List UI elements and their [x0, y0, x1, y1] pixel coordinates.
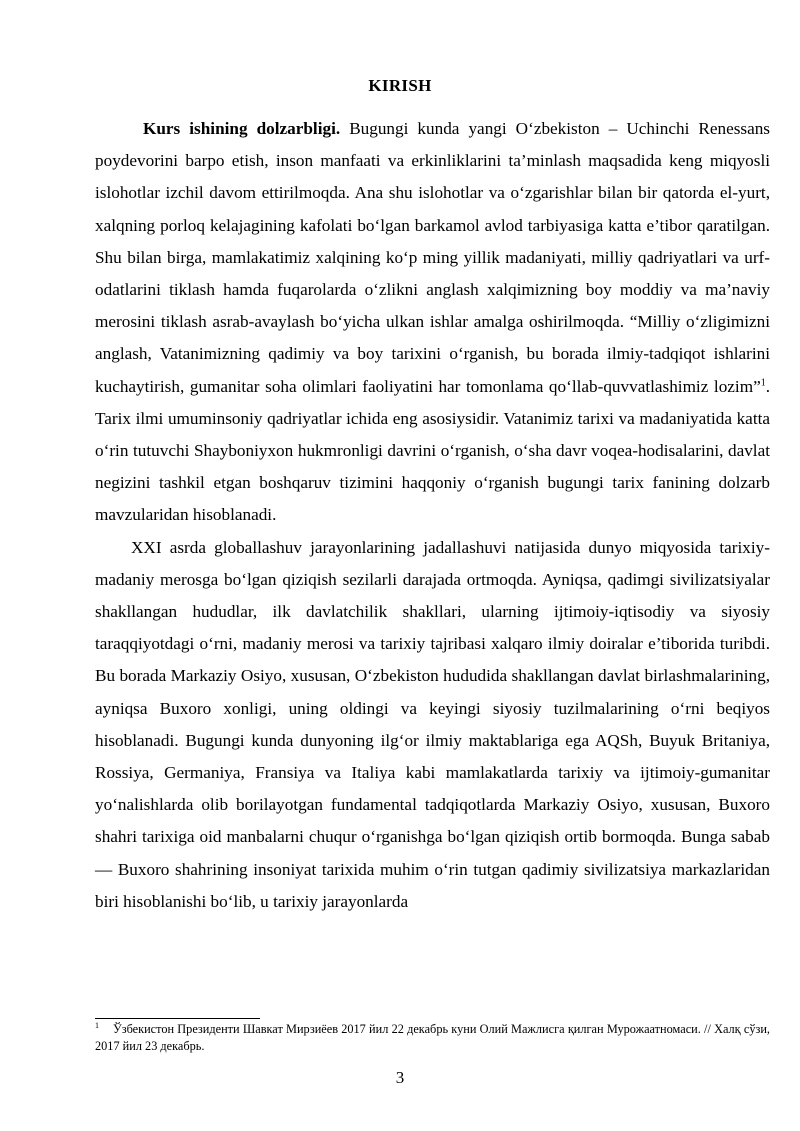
lead-phrase: Kurs ishining dolzarbligi. [143, 119, 341, 138]
paragraph-2: XXI asrda globallashuv jarayonlarining jadallashuvi natijasida dunyo miqyosida tarixiy-madaniy merosga bo‘lgan qiziqish sezilarli darajada ortmoqda. Ayniqsa, qadimgi sivilizatsiyalar shakllangan hududlar, ilk davlatchilik shakllari, ularning ijtimoiy-iqtisodiy va siyosiy taraqqiyotdagi o‘rni, madaniy merosi va tarixiy tajribasi xalqaro ilmiy doiralar e’tiborida turibdi. Bu borada Markaziy Osiyo, xususan, O‘zbekiston hududida shakllangan davlat birlashmalarining, ayniqsa Buxoro xonligi, uning oldingi va keyingi siyosiy tuzilmalarining o‘rni beqiyos hisoblanadi. Bugungi kunda dunyoning ilg‘or ilmiy maktablariga ega AQSh, Buyuk Britaniya, Rossiya, Germaniya, Fransiya va Italiya kabi mamlakatlarda tarixiy va ijtimoiy-gumanitar yo‘nalishlarda olib borilayotgan fundamental tadqiqotlarda Markaziy Osiyo, xususan, Buxoro shahri tarixiga oid manbalarni chuqur o‘rganishga bo‘lgan qiziqish ortib bormoqda. Bunga sabab — Buxoro shahrining insoniyat tarixida muhim o‘rin tutgan qadimiy sivilizatsiya markazlaridan biri hisoblanishi bo‘lib, u tarixiy jarayonlarda [95, 537, 770, 911]
footnote-reference[interactable]: 1 [760, 376, 766, 388]
body-text [95, 113, 770, 918]
paragraph-1 [95, 113, 770, 532]
paragraph-1-text-b: . Tarix ilmi umuminsoniy qadriyatlar ichida eng asosiysidir. Vatanimiz tarixi va madaniyatida katta o‘rin tutuvchi Shayboniyxon hukmronligi davrini o‘rganish, o‘sha davr voqea-hodisalarini, davlat negizini tashkil etgan boshqaruv tizimini haqqoniy o‘rganish bugungi tarix fanining dolzarb mavzularidan hisoblanadi. [95, 376, 770, 525]
section-title: KIRISH [368, 76, 432, 95]
footnote-mark: 1 [95, 1020, 99, 1030]
footnote-text: Ўзбекистон Президенти Шавкат Мирзиёев 2017 йил 22 декабрь куни Олий Мажлисга қилган Мурожаатномаси. // Халқ сўзи, 2017 йил 23 декабрь. [95, 1022, 770, 1053]
footnote-separator [95, 1018, 260, 1019]
paragraph-1-text-a: Bugungi kunda yangi O‘zbekiston – Uchinchi Renessans poydevorini barpo etish, inson manfaati va erkinliklarini ta’minlash maqsadida keng miqyosli islohotlar izchil davom ettirilmoqda. Ana shu islohotlar va o‘zgarishlar bilan bir qatorda el-yurt, xalqning porloq kelajagining kafolati bo‘lgan barkamol avlod tarbiyasiga katta e’tibor qaratilgan. Shu bilan birga, mamlakatimiz xalqining ko‘p ming yillik madaniyati, milliy qadriyatlari va urf-odatlarini tiklash hamda fuqarolarda o‘zlikni anglash xalqimizning boy moddiy va ma’naviy merosini tiklash asrab-avaylash bo‘yicha ulkan ishlar amalga oshirilmoqda. “Milliy o‘zligimizni anglash, Vatanimizning qadimiy va boy tarixini o‘rganish, bu borada ilmiy-tadqiqot ishlarini kuchaytirish, gumanitar soha olimlari faoliyatini har tomonlama qo‘llab-quvvatlashimiz lozim” [95, 119, 770, 396]
page-number: 3 [395, 1068, 405, 1087]
footnote [95, 1021, 770, 1055]
